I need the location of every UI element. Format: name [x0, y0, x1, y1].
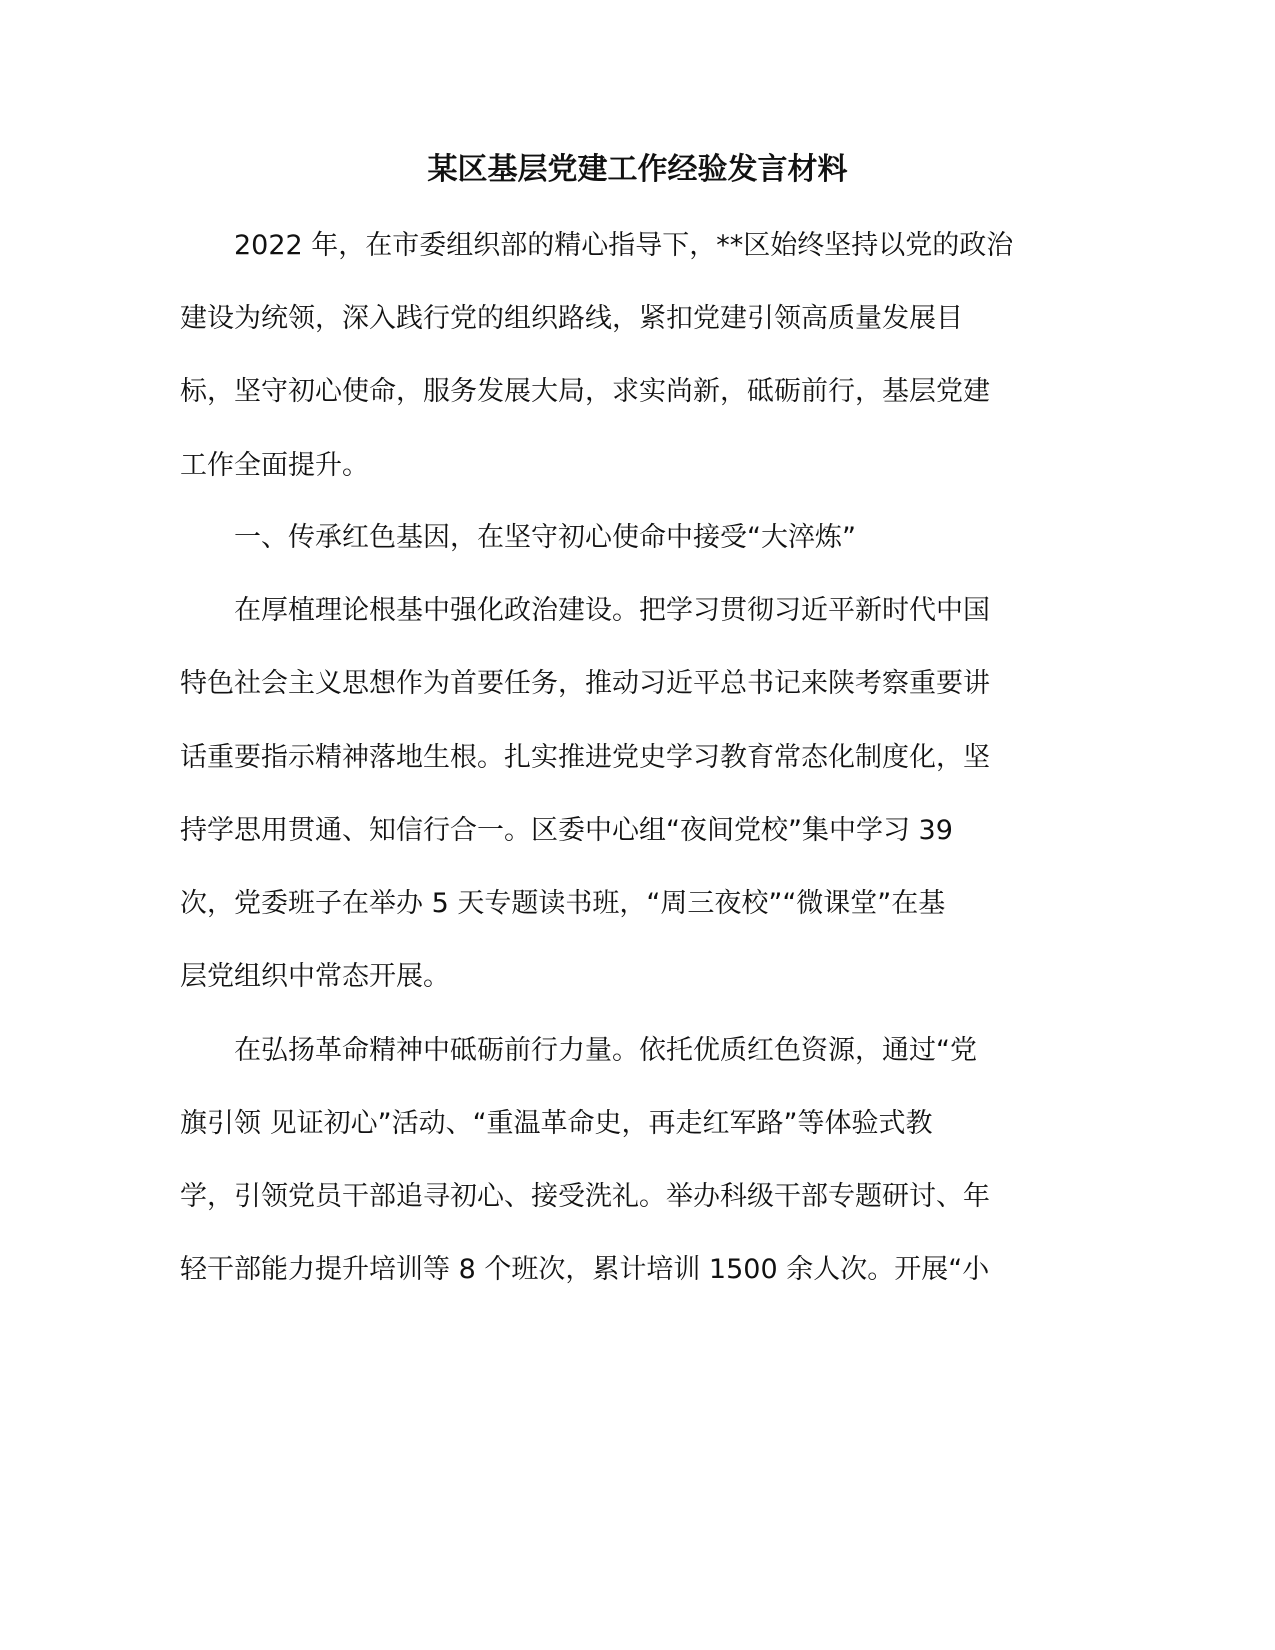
paragraph-3-line-2: 特色社会主义思想作为首要任务，推动习近平总书记来陕考察重要讲	[180, 668, 990, 699]
paragraph-3-line-1: 在厚植理论根基中强化政治建设。把学习贯彻习近平新时代中国	[234, 595, 990, 626]
paragraph-1-line-1: 2022 年，在市委组织部的精心指导下，**区始终坚持以党的政治	[234, 230, 1014, 261]
paragraph-4-line-4: 轻干部能力提升培训等 8 个班次，累计培训 1500 余人次。开展“小	[180, 1254, 990, 1285]
paragraph-4-line-2: 旗引领 见证初心”活动、“重温革命史，再走红军路”等体验式教	[180, 1108, 933, 1139]
paragraph-1-line-2: 建设为统领，深入践行党的组织路线，紧扣党建引领高质量发展目	[180, 303, 963, 334]
paragraph-3-line-4: 持学思用贯通、知信行合一。区委中心组“夜间党校”集中学习 39	[180, 815, 953, 846]
paragraph-3-line-3: 话重要指示精神落地生根。扎实推进党史学习教育常态化制度化，坚	[180, 742, 990, 773]
document-title: 某区基层党建工作经验发言材料	[427, 152, 848, 187]
paragraph-3-line-5: 次，党委班子在举办 5 天专题读书班，“周三夜校”“微课堂”在基	[180, 888, 946, 919]
paragraph-1-line-4: 工作全面提升。	[180, 450, 369, 481]
paragraph-4-line-3: 学，引领党员干部追寻初心、接受洗礼。举办科级干部专题研讨、年	[180, 1181, 990, 1212]
paragraph-3-line-6: 层党组织中常态开展。	[180, 961, 450, 992]
paragraph-1-line-3: 标，坚守初心使命，服务发展大局，求实尚新，砥砺前行，基层党建	[180, 376, 990, 407]
section-heading-1: 一、传承红色基因，在坚守初心使命中接受“大淬炼”	[234, 522, 856, 553]
paragraph-4-line-1: 在弘扬革命精神中砥砺前行力量。依托优质红色资源，通过“党	[234, 1035, 977, 1066]
